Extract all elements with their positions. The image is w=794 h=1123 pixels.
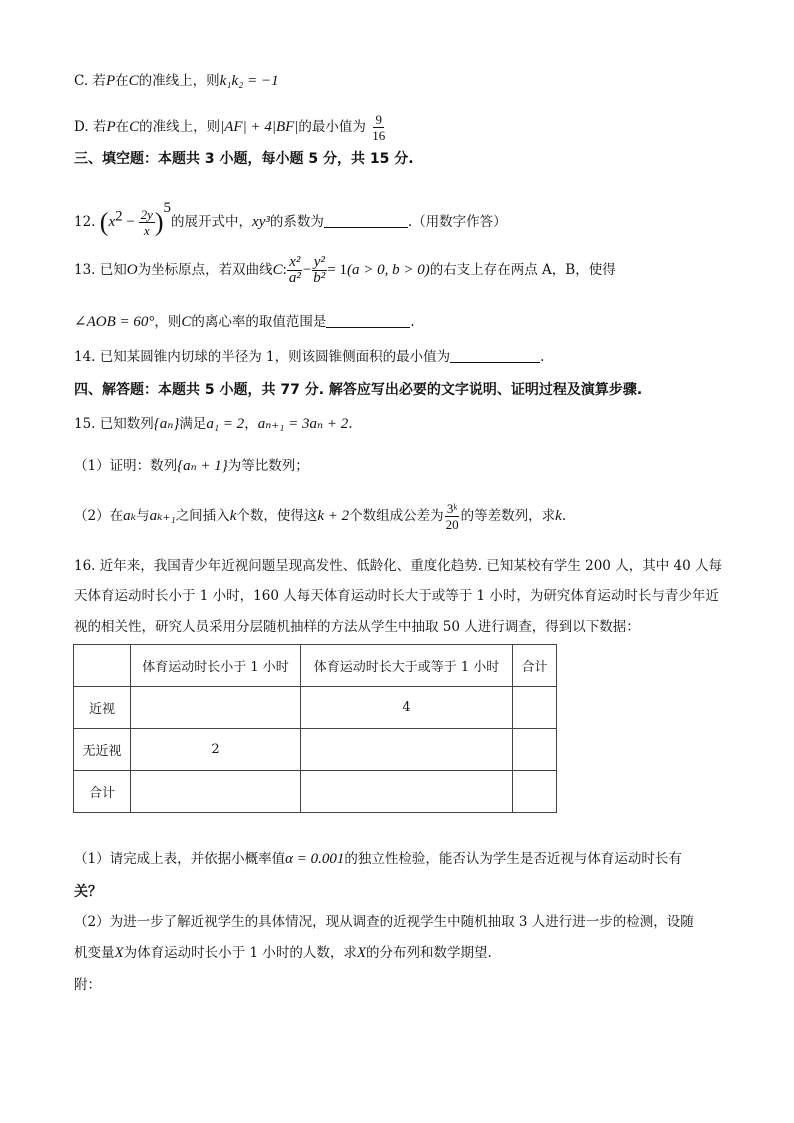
question-12: 12. ($x^2$ − $\frac{2y}{x}$ )$^5$的展开式中，xy³的系数为 .（用数字作答） — [74, 200, 507, 238]
question-14: 14. 已知某圆锥内切球的半径为 1，则该圆锥侧面积的最小值为 . — [74, 349, 545, 365]
table-row — [74, 687, 557, 729]
table-cell[interactable] — [131, 771, 301, 813]
table-header-row — [74, 645, 557, 687]
question-16-part-1-line-2: 关？ — [74, 884, 102, 900]
question-16-part-2-line-1: （2）为进一步了解近视学生的具体情况，现从调查的近视学生中随机抽取 3 人进行进一步的检测，设随 — [74, 914, 694, 930]
section-3-heading: 三、填空题：本题共 3 小题，每小题 5 分，共 15 分. — [74, 151, 414, 167]
survey-table — [73, 644, 557, 813]
question-13-line-1: 13. 已知O为坐标原点，若双曲线C: $\frac{\text{x²}}{\text{a²}}$ − $\frac{\text{y²}}{\text{b²}}$ = 1(a > 0, b > 0)的右支上存在两点 A，B，使得 — [74, 254, 616, 286]
section-4-heading: 四、解答题：本题共 5 小题，共 77 分. 解答应写出必要的文字说明、证明过程及演算步骤. — [74, 382, 643, 398]
table-cell: 4 — [301, 687, 513, 729]
answer-blank-13[interactable] — [326, 313, 410, 328]
table-row — [74, 771, 557, 813]
answer-blank-12[interactable] — [324, 213, 408, 228]
option-c-expression: k₁k₂ = −1 — [219, 73, 279, 89]
table-header-cell: 合计 — [513, 645, 557, 687]
question-16-part-2-line-2: 机变量X为体育运动时长小于 1 小时的人数，求X的分布列和数学期望. — [74, 945, 492, 961]
option-d: D. 若P在C的准线上，则|AF| + 4|BF|的最小值为 $\frac{9}{16}$ — [74, 112, 386, 143]
table-cell: 无近视 — [74, 729, 131, 771]
answer-blank-14[interactable] — [450, 348, 540, 363]
table-cell: 近视 — [74, 687, 131, 729]
table-cell[interactable] — [513, 729, 557, 771]
table-row — [74, 729, 557, 771]
appendix-label: 附： — [74, 977, 101, 993]
question-16-part-1-line-1: （1）请完成上表，并依据小概率值α = 0.001的独立性检验，能否认为学生是否近视与体育运动时长有 — [74, 851, 682, 867]
table-header-cell — [74, 645, 131, 687]
option-d-fraction: $\frac{9}{16}$ — [372, 112, 386, 143]
option-d-expression: |AF| + 4|BF| — [220, 119, 299, 135]
question-15-part-1: （1）证明：数列{aₙ + 1}为等比数列； — [74, 458, 309, 474]
question-15: 15. 已知数列{aₙ}满足a₁ = 2，aₙ₊₁ = 3aₙ + 2. — [74, 416, 353, 432]
table-cell[interactable] — [513, 771, 557, 813]
table-cell[interactable] — [301, 771, 513, 813]
question-16-line-1: 16. 近年来，我国青少年近视问题呈现高发性、低龄化、重度化趋势. 已知某校有学生 200 人，其中 40 人每 — [74, 558, 722, 574]
question-16-line-2: 天体育运动时长小于 1 小时，160 人每天体育运动时长大于或等于 1 小时，为研究体育运动时长与青少年近 — [74, 588, 719, 604]
table-header-cell: 体育运动时长小于 1 小时 — [131, 645, 301, 687]
question-15-part-2: （2）在aₖ与aₖ₊₁之间插入k个数，使得这k + 2个数组成公差为 $\frac{\text{3ᵏ}}{20}$ 的等差数列，求k. — [74, 501, 567, 532]
option-c: C. 若P在C的准线上，则k₁k₂ = −1 — [74, 73, 279, 89]
question-16-line-3: 视的相关性，研究人员采用分层随机抽样的方法从学生中抽取 50 人进行调查，得到以下数据： — [74, 619, 640, 635]
table-cell[interactable] — [513, 687, 557, 729]
table-cell: 合计 — [74, 771, 131, 813]
question-13-line-2: ∠AOB = 60°，则C的离心率的取值范围是 . — [74, 314, 415, 330]
table-cell: 2 — [131, 729, 301, 771]
table-cell[interactable] — [131, 687, 301, 729]
table-cell[interactable] — [301, 729, 513, 771]
table-header-cell: 体育运动时长大于或等于 1 小时 — [301, 645, 513, 687]
